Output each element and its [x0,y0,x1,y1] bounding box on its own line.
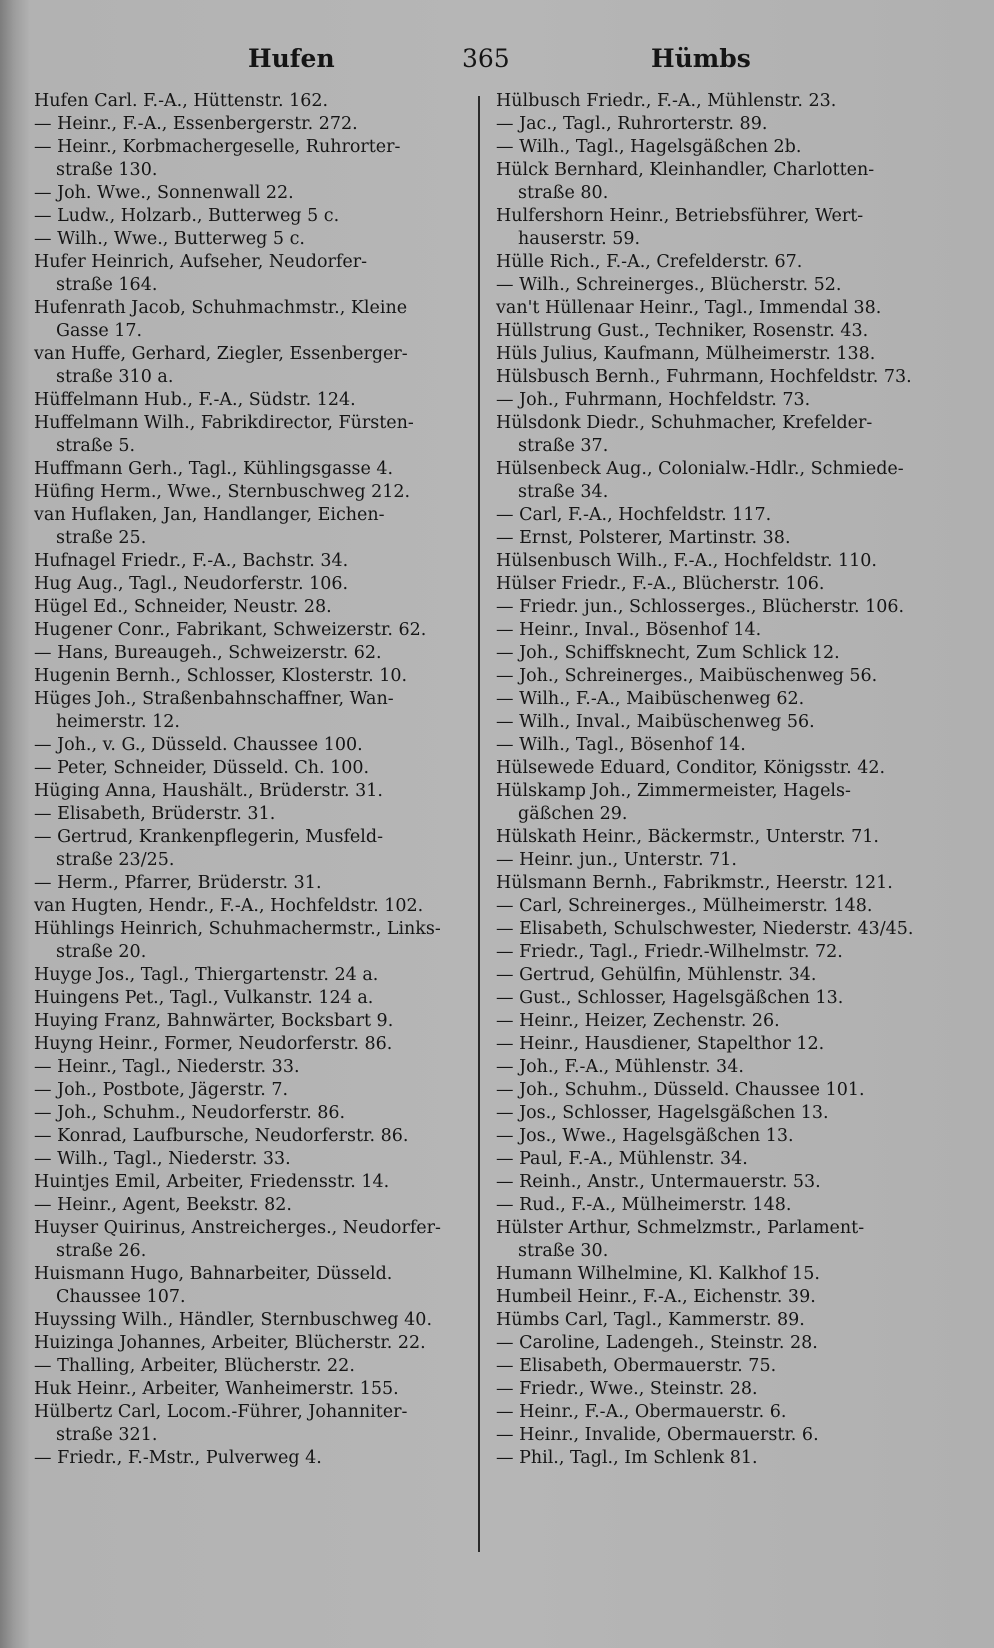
directory-entry-line: Hügel Ed., Schneider, Neustr. 28. [34,597,332,617]
directory-entry-line: straße 310 a. [56,367,174,387]
directory-entry-line: Hülsdonk Diedr., Schuhmacher, Krefelder- [496,413,873,433]
directory-entry-line: Hüffelmann Hub., F.-A., Südstr. 124. [34,390,356,410]
directory-entry-line: — Wilh., Tagl., Hagelsgäßchen 2b. [496,137,802,157]
directory-entry-line: — Jos., Wwe., Hagelsgäßchen 13. [496,1126,794,1146]
directory-entry-line: — Phil., Tagl., Im Schlenk 81. [496,1448,758,1468]
directory-entry-line: Hülsmann Bernh., Fabrikmstr., Heerstr. 121. [496,873,893,893]
directory-entry-line: — Wilh., Tagl., Niederstr. 33. [34,1149,291,1169]
directory-entry-line: van Huffe, Gerhard, Ziegler, Essenberger- [34,344,408,364]
directory-entry-line: Hufnagel Friedr., F.-A., Bachstr. 34. [34,551,349,571]
directory-entry-line: — Wilh., Inval., Maibüschenweg 56. [496,712,815,732]
directory-entry-line: Hülle Rich., F.-A., Crefelderstr. 67. [496,252,803,272]
directory-entry-line: — Joh. Wwe., Sonnenwall 22. [34,183,294,203]
directory-entry-line: straße 164. [56,275,158,295]
directory-entry-line: van't Hüllenaar Heinr., Tagl., Immendal 38. [496,298,882,318]
directory-entry-line: Huyssing Wilh., Händler, Sternbuschweg 40. [34,1310,433,1330]
directory-entry-line: Huizinga Johannes, Arbeiter, Blücherstr. 22. [34,1333,426,1353]
directory-entry-line: Gasse 17. [56,321,143,341]
directory-entry-line: — Elisabeth, Schulschwester, Niederstr. 43/45. [496,919,914,939]
right-column [496,90,924,1470]
directory-entry-line: hauserstr. 59. [518,229,641,249]
directory-entry-line: straße 25. [56,528,147,548]
directory-entry-line: — Jos., Schlosser, Hagelsgäßchen 13. [496,1103,829,1123]
directory-entry-line: — Carl, Schreinerges., Mülheimerstr. 148. [496,896,873,916]
directory-entry-line: — Jac., Tagl., Ruhrorterstr. 89. [496,114,768,134]
directory-entry-line: Hülser Friedr., F.-A., Blücherstr. 106. [496,574,825,594]
directory-entry-line: — Herm., Pfarrer, Brüderstr. 31. [34,873,322,893]
directory-entry-line: straße 5. [56,436,136,456]
directory-entry-line: Huyng Heinr., Former, Neudorferstr. 86. [34,1034,393,1054]
directory-entry-line: Hümbs Carl, Tagl., Kammerstr. 89. [496,1310,805,1330]
directory-entry-line: Humann Wilhelmine, Kl. Kalkhof 15. [496,1264,820,1284]
directory-entry-line: — Joh., v. G., Düsseld. Chaussee 100. [34,735,363,755]
directory-entry-line: Huying Franz, Bahnwärter, Bocksbart 9. [34,1011,394,1031]
directory-entry-line: straße 37. [518,436,609,456]
directory-entry-line: — Ernst, Polsterer, Martinstr. 38. [496,528,791,548]
directory-entry-line: — Elisabeth, Brüderstr. 31. [34,804,276,824]
directory-entry-line: — Heinr., Korbmachergeselle, Ruhrorter- [34,137,401,157]
directory-entry-line: straße 34. [518,482,609,502]
left-column [34,90,458,1470]
column-divider [478,96,480,1552]
directory-entry-line: Hülsenbeck Aug., Colonialw.-Hdlr., Schmiede- [496,459,904,479]
directory-entry-line: — Caroline, Ladengeh., Steinstr. 28. [496,1333,818,1353]
directory-entry-line: Hufer Heinrich, Aufseher, Neudorfer- [34,252,368,272]
page-header [0,38,994,78]
directory-entry-line: Hülskamp Joh., Zimmermeister, Hagels- [496,781,851,801]
directory-entry-line: — Gust., Schlosser, Hagelsgäßchen 13. [496,988,844,1008]
directory-entry-line: — Gertrud, Krankenpflegerin, Musfeld- [34,827,384,847]
directory-entry-line: — Konrad, Laufbursche, Neudorferstr. 86. [34,1126,409,1146]
directory-entry-line: Hühlings Heinrich, Schuhmachermstr., Links- [34,919,441,939]
directory-entry-line: — Friedr., Tagl., Friedr.-Wilhelmstr. 72. [496,942,843,962]
directory-entry-line: straße 20. [56,942,147,962]
directory-entry-line: gäßchen 29. [518,804,628,824]
directory-entry-line: Hüls Julius, Kaufmann, Mülheimerstr. 138. [496,344,876,364]
directory-entry-line: — Heinr., Inval., Bösenhof 14. [496,620,762,640]
directory-entry-line: straße 80. [518,183,609,203]
directory-entry-line: — Joh., Schiffsknecht, Zum Schlick 12. [496,643,840,663]
directory-entry-line: — Peter, Schneider, Düsseld. Ch. 100. [34,758,370,778]
directory-entry-line: — Joh., Schreinerges., Maibüschenweg 56. [496,666,878,686]
directory-entry-line: — Elisabeth, Obermauerstr. 75. [496,1356,777,1376]
directory-entry-line: Huyser Quirinus, Anstreicherges., Neudorfer- [34,1218,441,1238]
directory-entry-line: Huintjes Emil, Arbeiter, Friedensstr. 14. [34,1172,390,1192]
directory-entry-line: Hugenin Bernh., Schlosser, Klosterstr. 10. [34,666,408,686]
directory-entry-line: — Wilh., F.-A., Maibüschenweg 62. [496,689,805,709]
directory-entry-line: Humbeil Heinr., F.-A., Eichenstr. 39. [496,1287,816,1307]
directory-entry-line: — Wilh., Tagl., Bösenhof 14. [496,735,746,755]
directory-entry-line: — Hans, Bureaugeh., Schweizerstr. 62. [34,643,382,663]
directory-entry-line: Chaussee 107. [56,1287,186,1307]
directory-entry-line: Hufen Carl. F.-A., Hüttenstr. 162. [34,91,329,111]
directory-entry-line: Hulfershorn Heinr., Betriebsführer, Wert- [496,206,864,226]
directory-entry-line: — Joh., F.-A., Mühlenstr. 34. [496,1057,744,1077]
directory-entry-line: Huk Heinr., Arbeiter, Wanheimerstr. 155. [34,1379,399,1399]
directory-entry-line: — Heinr., F.-A., Essenbergerstr. 272. [34,114,358,134]
directory-entry-line: straße 321. [56,1425,158,1445]
directory-entry-line: — Joh., Schuhm., Neudorferstr. 86. [34,1103,346,1123]
directory-entry-line: Huyge Jos., Tagl., Thiergartenstr. 24 a. [34,965,379,985]
directory-entry-line: Huingens Pet., Tagl., Vulkanstr. 124 a. [34,988,374,1008]
directory-entry-line: heimerstr. 12. [56,712,180,732]
directory-entry-line: — Heinr., Invalide, Obermauerstr. 6. [496,1425,819,1445]
directory-entry-line: — Joh., Schuhm., Düsseld. Chaussee 101. [496,1080,865,1100]
directory-entry-line: Hugener Conr., Fabrikant, Schweizerstr. 62. [34,620,427,640]
directory-entry-line: Hülsbusch Bernh., Fuhrmann, Hochfeldstr. 73. [496,367,912,387]
directory-entry-line: van Hugten, Hendr., F.-A., Hochfeldstr. 102. [34,896,424,916]
directory-entry-line: — Friedr., F.-Mstr., Pulverweg 4. [34,1448,322,1468]
header-left-keyword: Hufen [248,44,335,73]
directory-entry-line: — Friedr. jun., Schlosserges., Blücherstr. 106. [496,597,905,617]
directory-entry-line: — Heinr., Tagl., Niederstr. 33. [34,1057,300,1077]
directory-entry-line: — Heinr., Heizer, Zechenstr. 26. [496,1011,780,1031]
directory-entry-line: — Reinh., Anstr., Untermauerstr. 53. [496,1172,821,1192]
directory-entry-line: Huffmann Gerh., Tagl., Kühlingsgasse 4. [34,459,394,479]
directory-entry-line: straße 130. [56,160,158,180]
directory-entry-line: — Wilh., Schreinerges., Blücherstr. 52. [496,275,842,295]
directory-entry-line: — Thalling, Arbeiter, Blücherstr. 22. [34,1356,355,1376]
directory-entry-line: straße 30. [518,1241,609,1261]
directory-entry-line: — Gertrud, Gehülfin, Mühlenstr. 34. [496,965,817,985]
directory-entry-line: Hülbertz Carl, Locom.-Führer, Johanniter- [34,1402,408,1422]
directory-entry-line: straße 23/25. [56,850,175,870]
directory-entry-line: straße 26. [56,1241,147,1261]
directory-entry-line: — Heinr., F.-A., Obermauerstr. 6. [496,1402,787,1422]
directory-entry-line: — Wilh., Wwe., Butterweg 5 c. [34,229,305,249]
directory-entry-line: Hüging Anna, Haushält., Brüderstr. 31. [34,781,383,801]
page-number: 365 [462,44,510,73]
directory-entry-line: — Heinr., Agent, Beekstr. 82. [34,1195,292,1215]
directory-entry-line: Hüllstrung Gust., Techniker, Rosenstr. 43. [496,321,869,341]
directory-entry-line: Huismann Hugo, Bahnarbeiter, Düsseld. [34,1264,393,1284]
header-right-keyword: Hümbs [651,44,751,73]
directory-entry-line: Hüges Joh., Straßenbahnschaffner, Wan- [34,689,394,709]
directory-entry-line: Hülck Bernhard, Kleinhandler, Charlotten- [496,160,875,180]
directory-entry-line: Hufenrath Jacob, Schuhmachmstr., Kleine [34,298,408,318]
directory-entry-line: — Heinr., Hausdiener, Stapelthor 12. [496,1034,825,1054]
directory-entry-line: Huffelmann Wilh., Fabrikdirector, Fürsten- [34,413,414,433]
directory-entry-line: — Carl, F.-A., Hochfeldstr. 117. [496,505,772,525]
directory-entry-line: — Rud., F.-A., Mülheimerstr. 148. [496,1195,792,1215]
directory-entry-line: — Paul, F.-A., Mühlenstr. 34. [496,1149,748,1169]
directory-entry-line: Hülsenbusch Wilh., F.-A., Hochfeldstr. 110. [496,551,877,571]
directory-entry-line: Hülskath Heinr., Bäckermstr., Unterstr. 71. [496,827,879,847]
directory-entry-line: Hülbusch Friedr., F.-A., Mühlenstr. 23. [496,91,837,111]
directory-entry-line: Hülster Arthur, Schmelzmstr., Parlament- [496,1218,865,1238]
directory-entry-line: Hülsewede Eduard, Conditor, Königsstr. 42. [496,758,886,778]
directory-entry-line: Hug Aug., Tagl., Neudorferstr. 106. [34,574,349,594]
directory-entry-line: — Joh., Postbote, Jägerstr. 7. [34,1080,289,1100]
directory-entry-line: — Heinr. jun., Unterstr. 71. [496,850,737,870]
directory-entry-line: van Huflaken, Jan, Handlanger, Eichen- [34,505,385,525]
directory-entry-line: Hüfing Herm., Wwe., Sternbuschweg 212. [34,482,411,502]
directory-entry-line: — Ludw., Holzarb., Butterweg 5 c. [34,206,340,226]
directory-entry-line: — Friedr., Wwe., Steinstr. 28. [496,1379,758,1399]
directory-entry-line: — Joh., Fuhrmann, Hochfeldstr. 73. [496,390,811,410]
